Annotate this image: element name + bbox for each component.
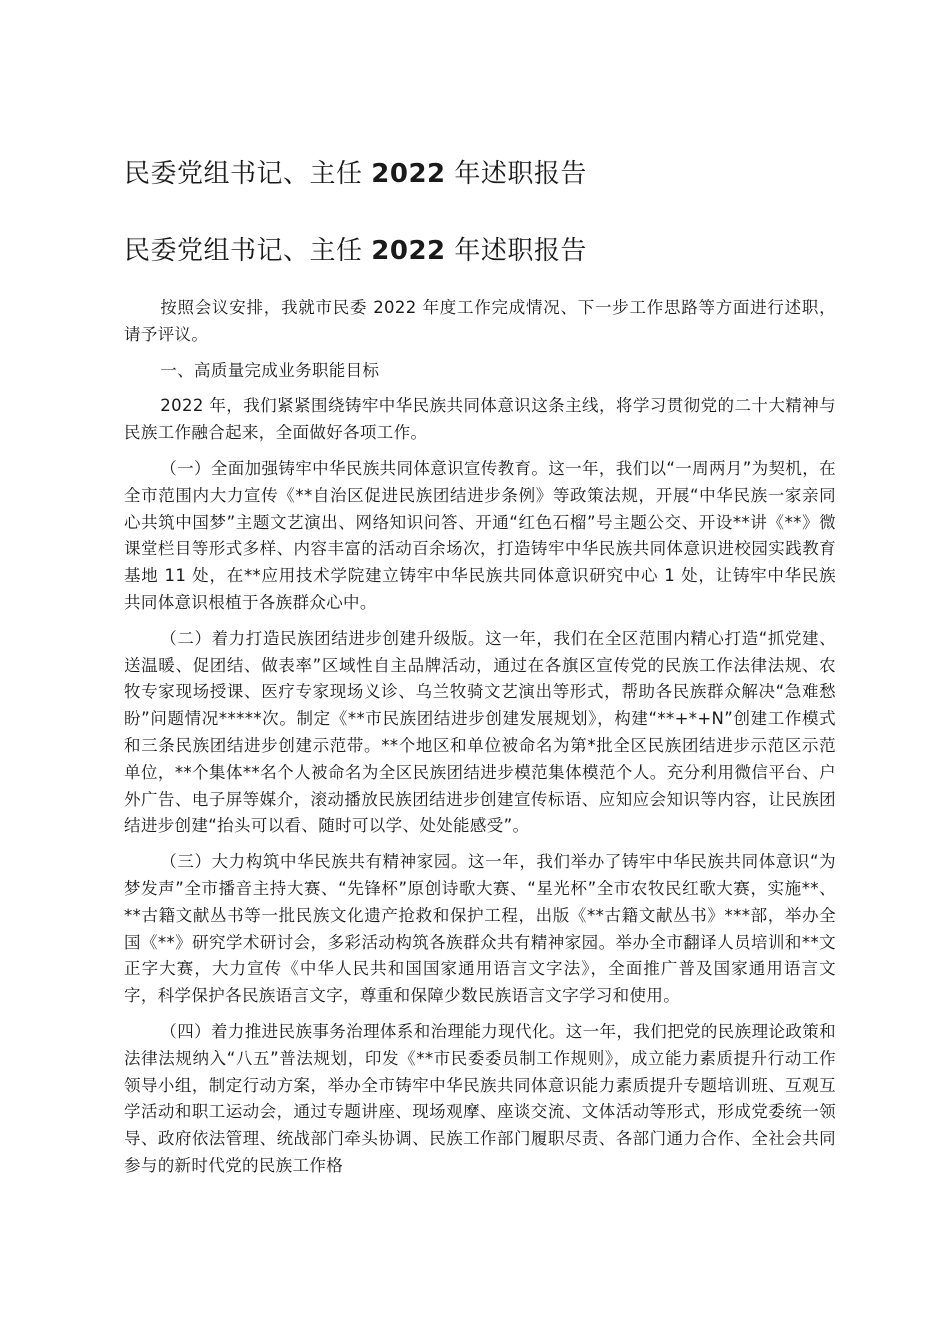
subtitle-prefix: 民委党组书记、主任 [124,236,372,266]
item-3-paragraph: （三）大力构筑中华民族共有精神家园。这一年，我们举办了铸牢中华民族共同体意识“为梦发声”全市播音主持大赛、“先锋杯”原创诗歌大赛、“星光杯”全市农牧民红歌大赛，实施**、**古籍文献丛书等一批民族文化遗产抢救和保护工程，出版《**古籍文献丛书》***部，举办全国《**》研究学术研讨会，多彩活动构筑各族群众共有精神家园。举办全市翻译人员培训和**文正字大赛，大力宣传《中华人民共和国国家通用语言文字法》，全面推广普及国家通用语言文字，科学保护各民族语言文字，尊重和保障少数民族语言文字学习和使用。 [124,852,836,1006]
title-suffix: 年述职报告 [445,159,587,189]
item-1-paragraph: （一）全面加强铸牢中华民族共同体意识宣传教育。这一年，我们以“一周两月”为契机，在全市范围内大力宣传《**自治区促进民族团结进步条例》等政策法规，开展“中华民族一家亲同心共筑中国梦”主题文艺演出、网络知识问答、开通“红色石榴”号主题公交、开设**讲《**》微课堂栏目等形式多样、内容丰富的活动百余场次，打造铸牢中华民族共同体意识进校园实践教育基地 11 处，在**应用技术学院建立铸牢中华民族共同体意识研究中心 1 处，让铸牢中华民族共同体意识根植于各族群众心中。 [124,458,836,612]
document-page [124,150,836,1189]
item-2-paragraph: （二）着力打造民族团结进步创建升级版。这一年，我们在全区范围内精心打造“抓党建、送温暖、促团结、做表率”区域性自主品牌活动，通过在各旗区宣传党的民族工作法律法规、农牧专家现场授课、医疗专家现场义诊、乌兰牧骑文艺演出等形式，帮助各民族群众解决“急难愁盼”问题情况*****次。制定《**市民族团结进步创建发展规划》，构建“**+*+N”创建工作模式和三条民族团结进步创建示范带。**个地区和单位被命名为第*批全区民族团结进步示范区示范单位，**个集体**名个人被命名为全区民族团结进步模范集体模范个人。充分利用微信平台、户外广告、电子屏等媒介，滚动播放民族团结进步创建宣传标语、应知应会知识等内容，让民族团结进步创建“抬头可以看、随时可以学、处处能感受”。 [124,628,836,836]
document-title [124,150,836,198]
section-intro-paragraph: 2022 年，我们紧紧围绕铸牢中华民族共同体意识这条主线，将学习贯彻党的二十大精神与民族工作融合起来，全面做好各项工作。 [124,396,836,443]
title-prefix: 民委党组书记、主任 [124,159,372,189]
item-4-paragraph: （四）着力推进民族事务治理体系和治理能力现代化。这一年，我们把党的民族理论政策和法律法规纳入“八五”普法规划，印发《**市民委委员制工作规则》，成立能力素质提升行动工作领导小组，制定行动方案，举办全市铸牢中华民族共同体意识能力素质提升专题培训班、互观互学活动和职工运动会，通过专题讲座、现场观摩、座谈交流、文体活动等形式，形成党委统一领导、政府依法管理、统战部门牵头协调、民族工作部门履职尽责、各部门通力合作、全社会共同参与的新时代党的民族工作格 [124,1021,836,1175]
subtitle-year: 2022 [371,236,446,266]
title-year: 2022 [371,159,446,189]
document-subtitle [124,227,836,275]
intro-paragraph: 按照会议安排，我就市民委 2022 年度工作完成情况、下一步工作思路等方面进行述职，请予评议。 [124,298,836,344]
section-heading: 一、高质量完成业务职能目标 [160,360,380,380]
subtitle-suffix: 年述职报告 [445,236,587,266]
